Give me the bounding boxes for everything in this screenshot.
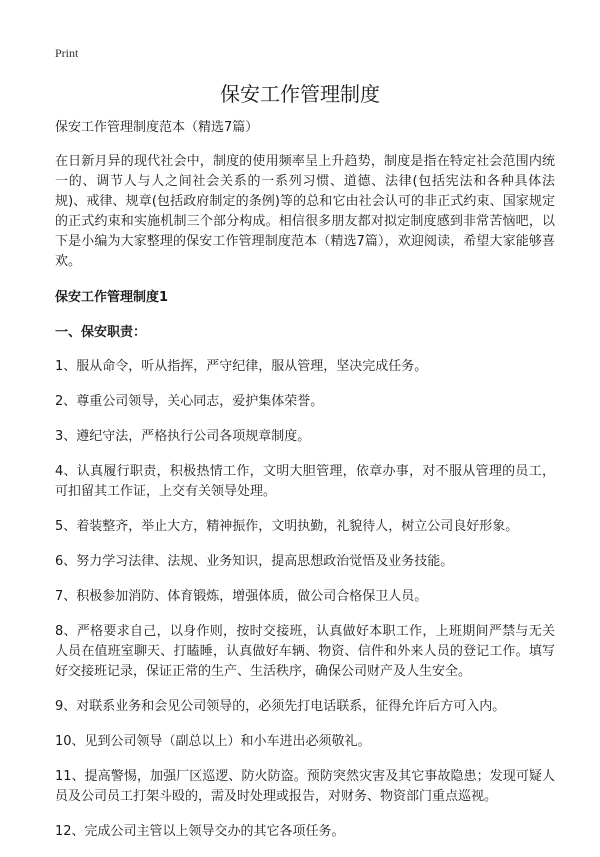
list-item: 1、服从命令，听从指挥，严守纪律，服从管理，坚决完成任务。 [55,359,428,374]
section-heading: 保安工作管理制度1 [55,290,169,305]
list-item: 12、完成公司主管以上领导交办的其它各项任务。 [55,824,345,839]
print-link[interactable]: Print [55,46,79,60]
intro-paragraph: 在日新月异的现代社会中，制度的使用频率呈上升趋势，制度是指在特定社会范围内统一的、调节人与人之间社会关系的一系列习惯、道德、法律(包括宪法和各种具体法规)、戒律、规章(包括政府制定的条例)等的总和它由社会认可的非正式约束、国家规定的正式约束和实施机制三个部分构成。相信很多朋友都对拟定制度感到非常苦恼吧，以下是小编为大家整理的保安工作管理制度范本（精选7篇），欢迎阅读，希望大家能够喜欢。 [55,154,555,269]
document-subtitle: 保安工作管理制度范本（精选7篇） [55,120,259,135]
list-item: 9、对联系业务和会见公司领导的，必须先打电话联系，征得允许后方可入内。 [55,699,506,714]
list-item: 4、认真履行职责，积极热情工作，文明大胆管理，依章办事，对不服从管理的员工，可扣留其工作证，上交有关领导处理。 [55,464,555,499]
list-item: 6、努力学习法律、法规、业务知识，提高思想政治觉悟及业务技能。 [55,554,454,569]
list-item: 5、着装整齐，举止大方，精神振作，文明执勤，礼貌待人，树立公司良好形象。 [55,519,519,534]
document-title: 保安工作管理制度 [220,82,380,106]
subsection-heading: 一、保安职责： [55,325,147,340]
list-item: 8、严格要求自己，以身作则，按时交接班，认真做好本职工作，上班期间严禁与无关人员在值班室聊天、打瞌睡，认真做好车辆、物资、信件和外来人员的登记工作。填写好交接班记录，保证正常的生产、生活秩序，确保公司财产及人生安全。 [55,624,555,679]
document-body [55,118,555,857]
list-item: 2、尊重公司领导，关心同志，爱护集体荣誉。 [55,394,324,409]
list-item: 11、提高警惕，加强厂区巡逻、防火防盗。预防突然灾害及其它事故隐患；发现可疑人员及公司员工打架斗殴的，需及时处理或报告，对财务、物资部门重点巡视。 [55,769,555,804]
list-item: 10、见到公司领导（副总以上）和小车进出必须敬礼。 [55,734,371,749]
list-item: 3、遵纪守法，严格执行公司各项规章制度。 [55,429,311,444]
list-item: 7、积极参加消防、体育锻炼，增强体质，做公司合格保卫人员。 [55,589,428,604]
